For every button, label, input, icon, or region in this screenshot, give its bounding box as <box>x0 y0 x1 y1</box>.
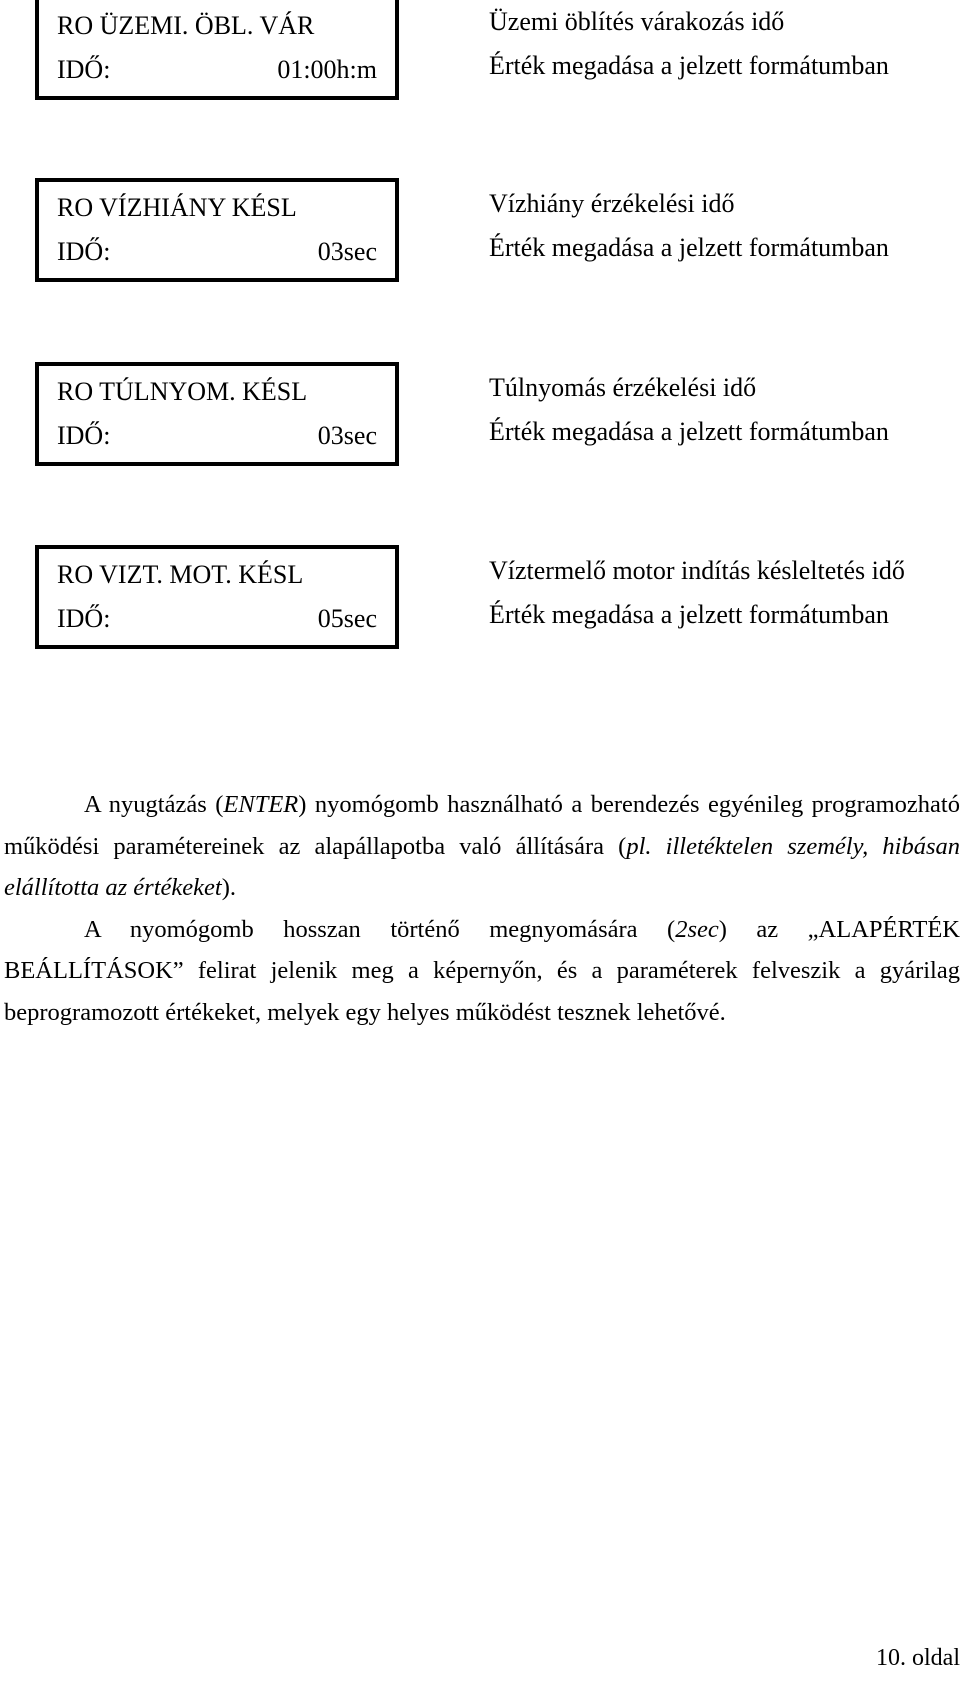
lcd-line1: RO VIZT. MOT. KÉSL <box>57 560 304 589</box>
lcd-display <box>35 545 399 649</box>
lcd-display <box>35 362 399 466</box>
description-title: Túlnyomás érzékelési idő <box>489 373 757 402</box>
description-title: Vízhiány érzékelési idő <box>489 189 735 218</box>
paragraph1-part3: ). <box>221 874 236 902</box>
paragraph2-duration: 2sec <box>675 915 719 943</box>
lcd-line1: RO VÍZHIÁNY KÉSL <box>57 193 297 222</box>
description-instruction: Érték megadása a jelzett formátumban <box>489 417 889 446</box>
lcd-label: IDŐ: <box>57 55 111 84</box>
description-instruction: Érték megadása a jelzett formátumban <box>489 600 889 629</box>
lcd-line2 <box>57 55 377 85</box>
lcd-line2 <box>57 421 377 451</box>
paragraph2-part2: ) az „ALAPÉRTÉK BEÁLLÍTÁSOK” felirat jelenik meg a képernyőn, és a paraméterek felveszik a gyárilag beprogramozott értékeket, melyek egy helyes működést tesznek lehetővé. <box>4 915 960 1026</box>
lcd-line2 <box>57 237 377 267</box>
setting-water-shortage-delay <box>0 178 960 288</box>
lcd-line2 <box>57 604 377 634</box>
lcd-value: 05sec <box>317 604 377 633</box>
paragraph-long-press <box>4 909 960 1034</box>
paragraph1-example: pl. illetéktelen személy, hibásan elállította az értékeket <box>4 832 960 902</box>
description-instruction: Érték megadása a jelzett formátumban <box>489 233 889 262</box>
lcd-display <box>35 0 399 100</box>
lcd-value: 03sec <box>317 421 377 450</box>
description-title: Víztermelő motor indítás késleltetés idő <box>489 556 905 585</box>
setting-ureged-flush-wait <box>0 0 960 106</box>
setting-overpressure-delay <box>0 362 960 472</box>
enter-key-label: ENTER <box>223 791 299 818</box>
description-title: Üzemi öblítés várakozás idő <box>489 7 785 36</box>
page-number: 10. oldal <box>876 1645 960 1671</box>
lcd-line1: RO ÜZEMI. ÖBL. VÁR <box>57 11 315 40</box>
body-text <box>4 784 960 1034</box>
lcd-label: IDŐ: <box>57 604 111 633</box>
paragraph2-part1: A nyomógomb hosszan történő megnyomására ( <box>84 915 676 943</box>
paragraph1-part2: ) nyomógomb használható a berendezés egyénileg programozható működési paramétereinek az alapállapotba való állítására ( <box>4 791 960 860</box>
lcd-display <box>35 178 399 282</box>
lcd-value: 01:00h:m <box>277 55 377 84</box>
description-instruction: Érték megadása a jelzett formátumban <box>489 51 889 80</box>
paragraph-enter-button <box>4 784 960 909</box>
lcd-value: 03sec <box>317 237 377 266</box>
lcd-label: IDŐ: <box>57 237 111 266</box>
lcd-line1: RO TÚLNYOM. KÉSL <box>57 377 308 406</box>
setting-water-motor-start-delay <box>0 545 960 655</box>
lcd-label: IDŐ: <box>57 421 111 450</box>
paragraph1-part1: A nyugtázás ( <box>84 791 224 818</box>
